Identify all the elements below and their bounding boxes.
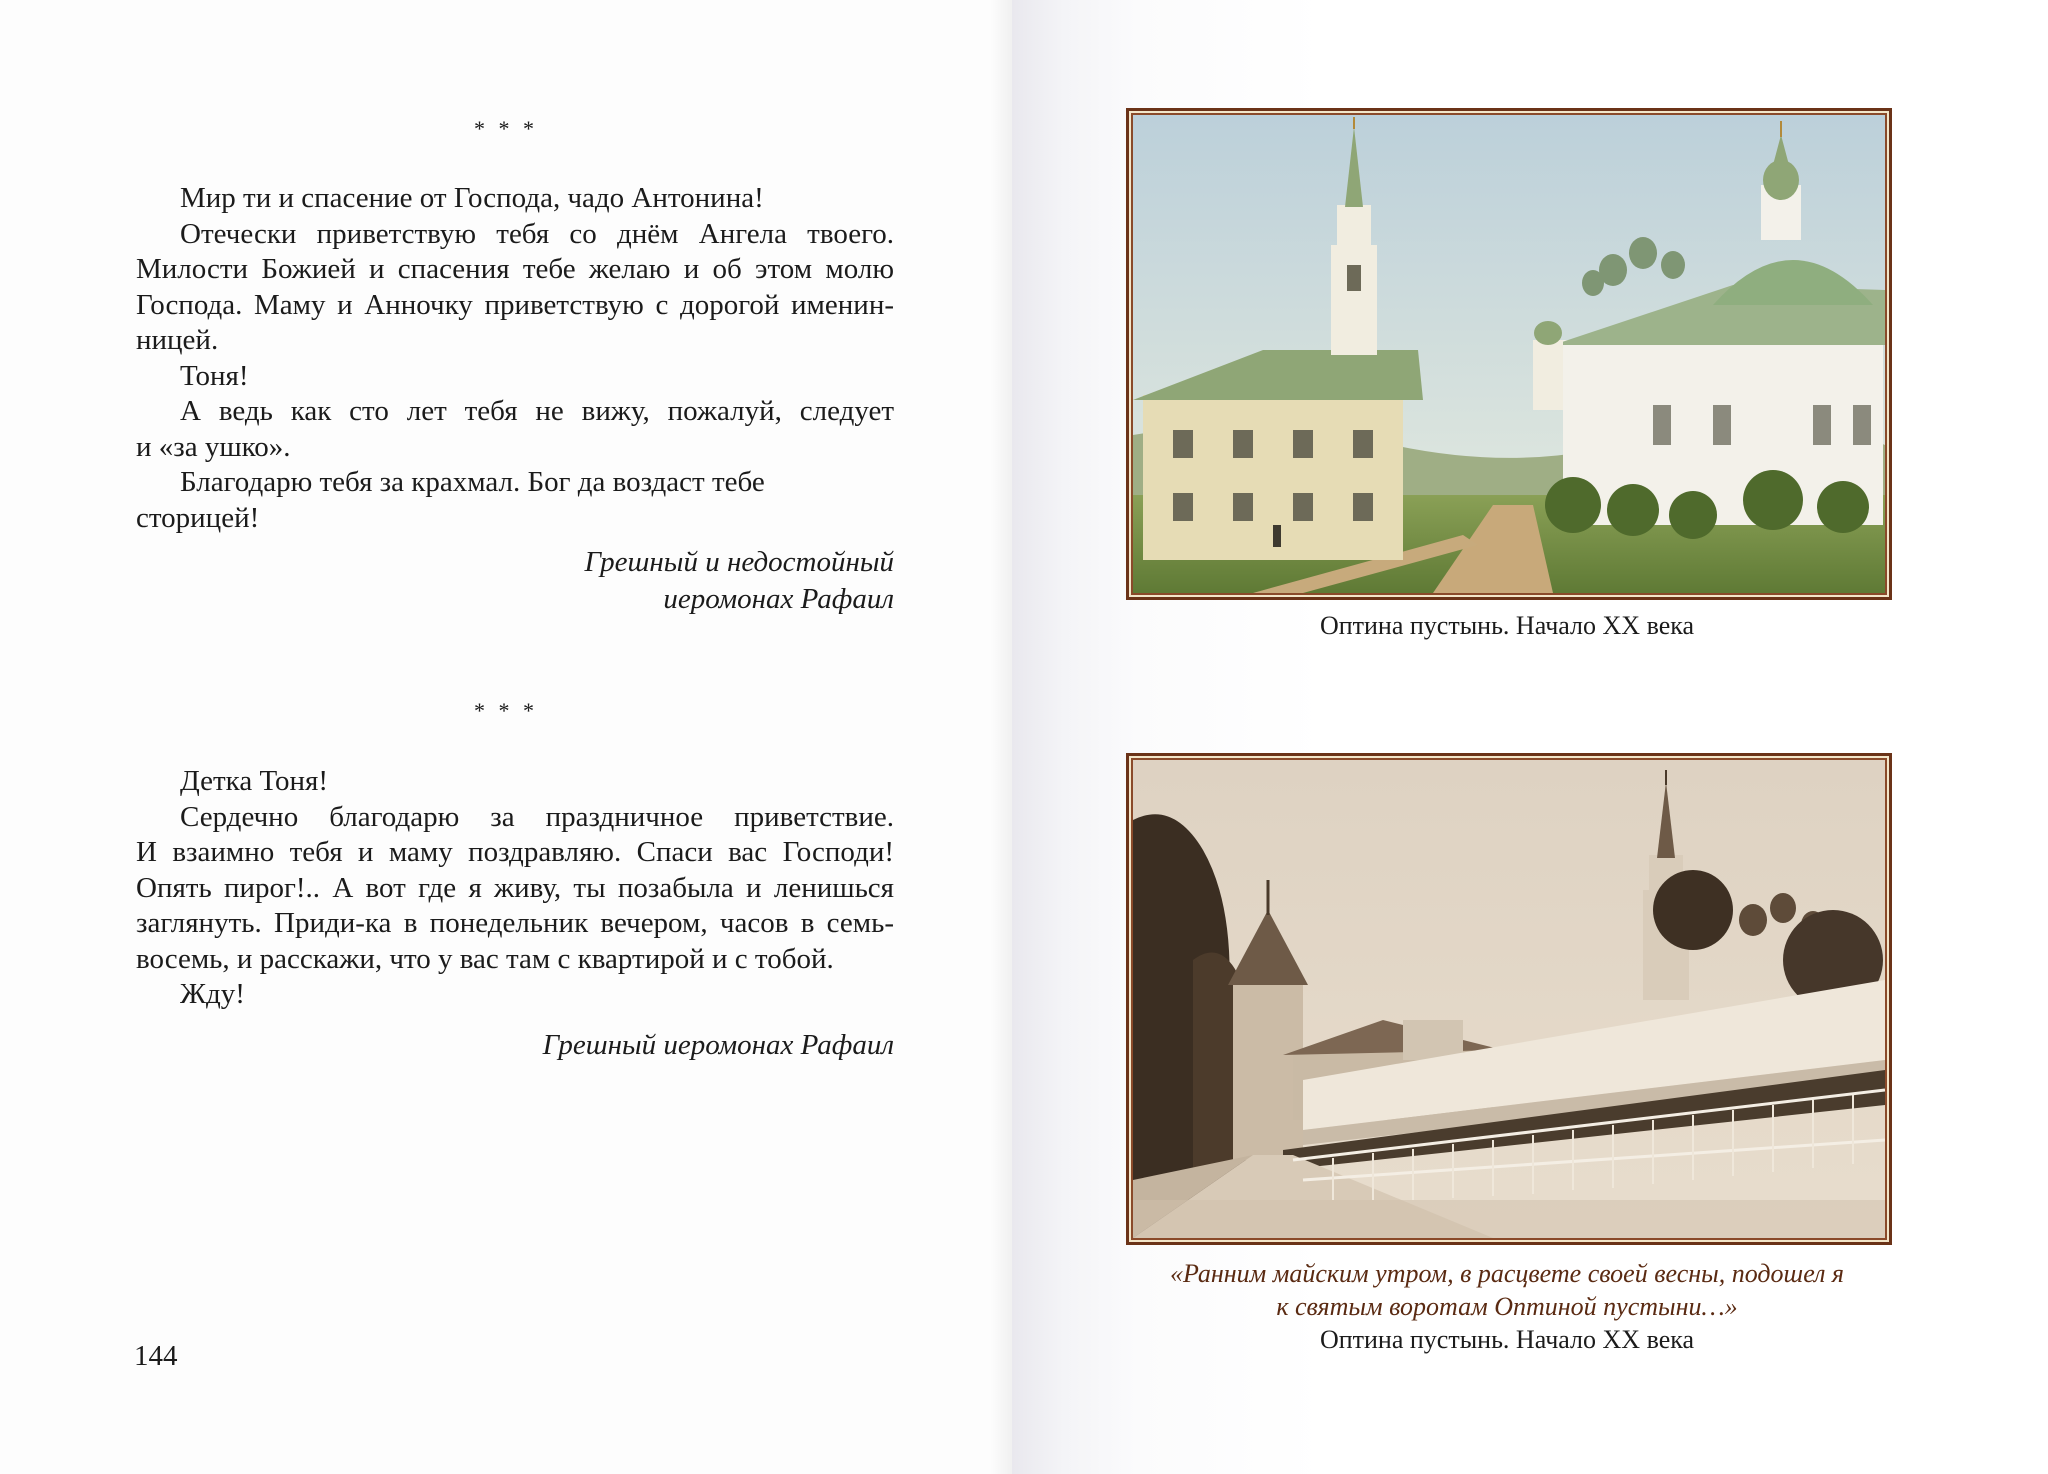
letter-line: Благодарю тебя за крахмал. Бог да воздаст тебе сторицей! bbox=[136, 466, 765, 534]
letter-1 bbox=[136, 181, 894, 536]
photo-sepia-monastery bbox=[1126, 753, 1892, 1245]
section-separator: * * * bbox=[474, 698, 538, 723]
letter-line: ницей. bbox=[136, 324, 219, 356]
letter-line: Детка Тоня! bbox=[180, 765, 329, 797]
letter-line: Мир ти и спасение от Господа, чадо Антонина! bbox=[180, 182, 764, 214]
letter-line: и «за ушко». bbox=[136, 430, 291, 463]
letter-line: А ведь как сто лет тебя не вижу, пожалуй, следует bbox=[180, 395, 894, 427]
letter-line: Тоня! bbox=[180, 359, 249, 392]
section-separator: * * * bbox=[474, 116, 538, 141]
letter-line: восемь, и расскажи, что у вас там с квартирой и с тобой. bbox=[136, 942, 834, 975]
left-page bbox=[0, 0, 1012, 1474]
letter-line: Жду! bbox=[180, 978, 245, 1010]
letter-line: Милости Божией и спасения тебе желаю и об этом молю bbox=[136, 253, 894, 285]
letter-line: И взаимно тебя и маму поздравляю. Спаси вас Господи! bbox=[136, 836, 894, 868]
letter-line: Опять пирог!.. А вот где я живу, ты позабыла и ленишься bbox=[136, 871, 894, 904]
photo-1-caption: Оптина пустынь. Начало XX века bbox=[1319, 611, 1695, 640]
letter-line: Господа. Маму и Анночку приветствую с дорогой именин- bbox=[136, 288, 894, 321]
letter-line: Сердечно благодарю за праздничное приветствие. bbox=[180, 800, 894, 833]
photo-2-caption: Оптина пустынь. Начало XX века bbox=[1319, 1325, 1695, 1354]
monastery-sepia-image bbox=[1133, 760, 1885, 1238]
photo-2-quote-line-1: «Ранним майским утром, в расцвете своей весны, подошел я bbox=[1169, 1259, 1845, 1288]
page-number: 144 bbox=[134, 1340, 178, 1372]
photo-color-monastery bbox=[1126, 108, 1892, 600]
signature: Грешный иеромонах Рафаил bbox=[542, 1029, 894, 1061]
letter-line: Отечески приветствую тебя со днём Ангела твоего. bbox=[180, 217, 894, 250]
photo-2-quote-line-2: к святым воротам Оптиной пустыни…» bbox=[1276, 1292, 1738, 1321]
monastery-color-image bbox=[1133, 115, 1885, 593]
letter-2 bbox=[136, 764, 894, 1013]
signature-line-2: иеромонах Рафаил bbox=[663, 583, 894, 615]
signature-line-1: Грешный и недостойный bbox=[584, 546, 894, 578]
right-page bbox=[1012, 0, 2048, 1474]
letter-line: заглянуть. Приди-ка в понедельник вечером, часов в семь- bbox=[136, 907, 894, 939]
